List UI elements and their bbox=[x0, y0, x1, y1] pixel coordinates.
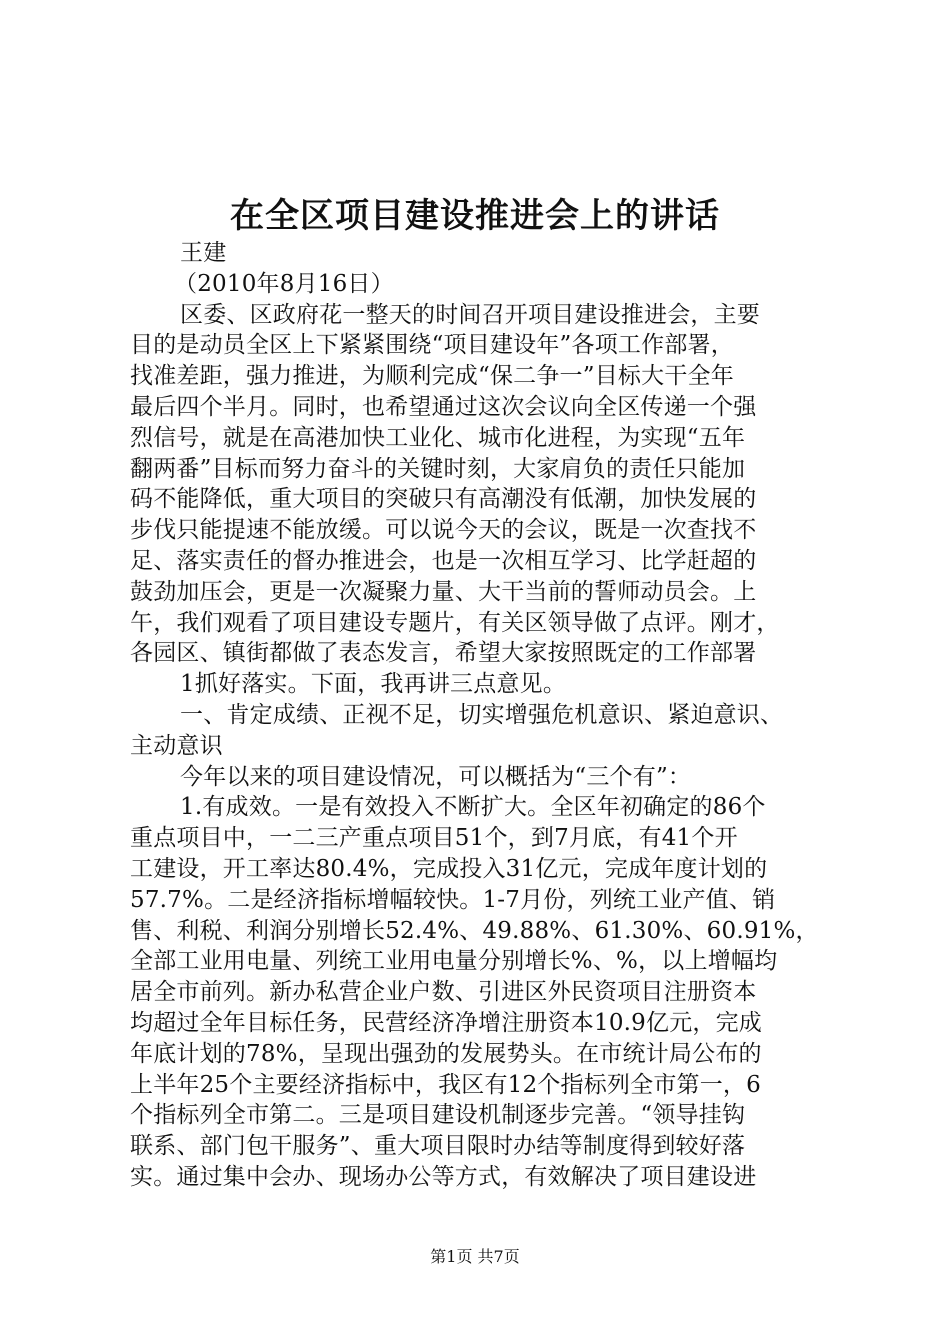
body-line: 目的是动员全区上下紧紧围绕“项目建设年”各项工作部署， bbox=[130, 332, 734, 359]
body-line: 年底计划的78%，呈现出强劲的发展势头。在市统计局公布的 bbox=[130, 1040, 762, 1067]
body-line: 实。通过集中会办、现场办公等方式，有效解决了项目建设进 bbox=[130, 1163, 757, 1190]
body-line: 烈信号，就是在高港加快工业化、城市化进程，为实现“五年 bbox=[130, 424, 746, 451]
body-line: 57.7%。二是经济指标增幅较快。1-7月份，列统工业产值、销 bbox=[130, 886, 776, 913]
body-line: 各园区、镇街都做了表态发言，希望大家按照既定的工作部署 bbox=[130, 640, 757, 667]
document-body bbox=[130, 238, 830, 1193]
body-line: 1抓好落实。下面，我再讲三点意见。 bbox=[180, 671, 567, 698]
section-heading: 一、肯定成绩、正视不足，切实增强危机意识、紧迫意识、 bbox=[180, 701, 784, 728]
author-line: 王建 bbox=[180, 240, 227, 266]
body-line: 联系、部门包干服务”、重大项目限时办结等制度得到较好落 bbox=[130, 1133, 746, 1160]
body-line: 全部工业用电量、列统工业用电量分别增长%、%，以上增幅均 bbox=[130, 948, 778, 975]
body-line: 今年以来的项目建设情况，可以概括为“三个有”： bbox=[180, 763, 692, 790]
body-line: 翻两番”目标而努力奋斗的关键时刻，大家肩负的责任只能加 bbox=[130, 455, 746, 482]
body-line: 最后四个半月。同时，也希望通过这次会议向全区传递一个强 bbox=[130, 393, 757, 420]
body-line: 工建设，开工率达80.4%，完成投入31亿元，完成年度计划的 bbox=[130, 855, 768, 882]
body-line: 区委、区政府花一整天的时间召开项目建设推进会，主要 bbox=[180, 301, 760, 328]
body-line: 均超过全年目标任务，民营经济净增注册资本10.9亿元，完成 bbox=[130, 1009, 763, 1036]
date-line: （2010年8月16日） bbox=[174, 270, 394, 297]
body-line: 步伐只能提速不能放缓。可以说今天的会议，既是一次查找不 bbox=[130, 517, 757, 544]
section-heading-continuation: 主动意识 bbox=[130, 732, 223, 759]
body-line: 足、落实责任的督办推进会，也是一次相互学习、比学赶超的 bbox=[130, 547, 757, 574]
body-line: 鼓劲加压会，更是一次凝聚力量、大干当前的誓师动员会。上 bbox=[130, 578, 757, 605]
body-line: 1.有成效。一是有效投入不断扩大。全区年初确定的86个 bbox=[180, 794, 766, 821]
body-line: 码不能降低，重大项目的突破只有高潮没有低潮，加快发展的 bbox=[130, 486, 757, 513]
body-line: 重点项目中，一二三产重点项目51个，到7月底，有41个开 bbox=[130, 825, 738, 852]
body-line: 午，我们观看了项目建设专题片，有关区领导做了点评。刚才， bbox=[130, 609, 780, 636]
page-title: 在全区项目建设推进会上的讲话 bbox=[230, 196, 720, 236]
body-line: 找准差距，强力推进，为顺利完成“保二争一”目标大干全年 bbox=[130, 363, 734, 390]
page-footer: 第1页 共7页 bbox=[430, 1247, 520, 1266]
body-line: 售、利税、利润分别增长52.4%、49.88%、61.30%、60.91%， bbox=[130, 917, 819, 944]
body-line: 个指标列全市第二。三是项目建设机制逐步完善。“领导挂钩 bbox=[130, 1102, 746, 1129]
body-line: 居全市前列。新办私营企业户数、引进区外民资项目注册资本 bbox=[130, 979, 757, 1006]
body-line: 上半年25个主要经济指标中，我区有12个指标列全市第一，6 bbox=[130, 1071, 761, 1098]
